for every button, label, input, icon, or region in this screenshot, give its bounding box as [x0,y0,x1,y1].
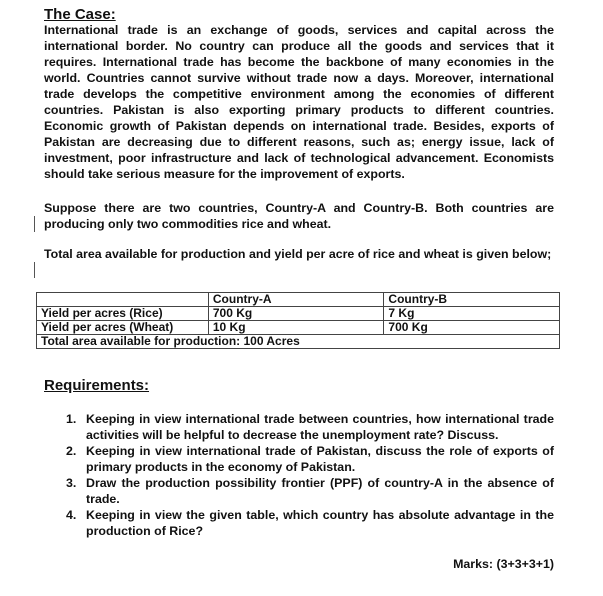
case-heading: The Case: [44,6,116,23]
list-item-number: 1. [66,412,77,426]
list-item-text: Draw the production possibility frontier (PPF) of country-A in the absence of trade. [86,476,554,506]
table-header-row [37,293,560,307]
table-footer-total-area: Total area available for production: 100 Acres [37,335,560,349]
list-item-text: Keeping in view international trade between countries, how international trade activities will be helpful to decrease the unemployment rate? Discuss. [86,412,554,442]
requirements-list [66,411,554,539]
list-item [66,475,554,507]
table-row [37,321,560,335]
table-row-label: Yield per acres (Rice) [37,307,209,321]
list-item [66,443,554,475]
table-header-cell: Country-A [208,293,384,307]
table-row-label: Yield per acres (Wheat) [37,321,209,335]
table-cell-country-b: 700 Kg [384,321,560,335]
marks-allocation: Marks: (3+3+3+1) [453,557,554,571]
list-item-number: 2. [66,444,77,458]
list-item [66,507,554,539]
requirements-heading: Requirements: [44,377,150,394]
table-cell-country-a: 10 Kg [208,321,384,335]
list-item-number: 4. [66,508,77,522]
case-paragraph-intro: International trade is an exchange of goods, services and capital across the international border. No country can produce all the goods and services that it requires. International trade has become the backbone of many economies in the world. Countries cannot survive without trade now a days. Moreover, international trade develops the competitive environment among the economies of different countries. Pakistan is also exporting primary products to different countries. Economic growth of Pakistan depends on international trade. Besides, exports of Pakistan are decreasing due to different reasons, such as; energy issue, lack of investment, poor infrastructure and lack of technological advancement. Economists should take serious measure for the improvement of exports. [44,23,554,181]
list-item [66,411,554,443]
table-header-cell: Country-B [384,293,560,307]
table-header-cell [37,293,209,307]
yield-table [36,292,560,349]
list-item-text: Keeping in view the given table, which country has absolute advantage in the production of Rice? [86,508,554,538]
case-paragraph-table-intro: Total area available for production and yield per acre of rice and wheat is given below; [44,247,552,261]
table-cell-country-b: 7 Kg [384,307,560,321]
table-row [37,307,560,321]
table-cell-country-a: 700 Kg [208,307,384,321]
left-margin-marker [34,262,35,278]
table-footer-row [37,335,560,349]
case-paragraph-countries: Suppose there are two countries, Country-A and Country-B. Both countries are producing only two commodities rice and wheat. [44,201,554,231]
list-item-text: Keeping in view international trade of Pakistan, discuss the role of exports of primary products in the economy of Pakistan. [86,444,554,474]
left-margin-marker [34,216,35,232]
list-item-number: 3. [66,476,77,490]
